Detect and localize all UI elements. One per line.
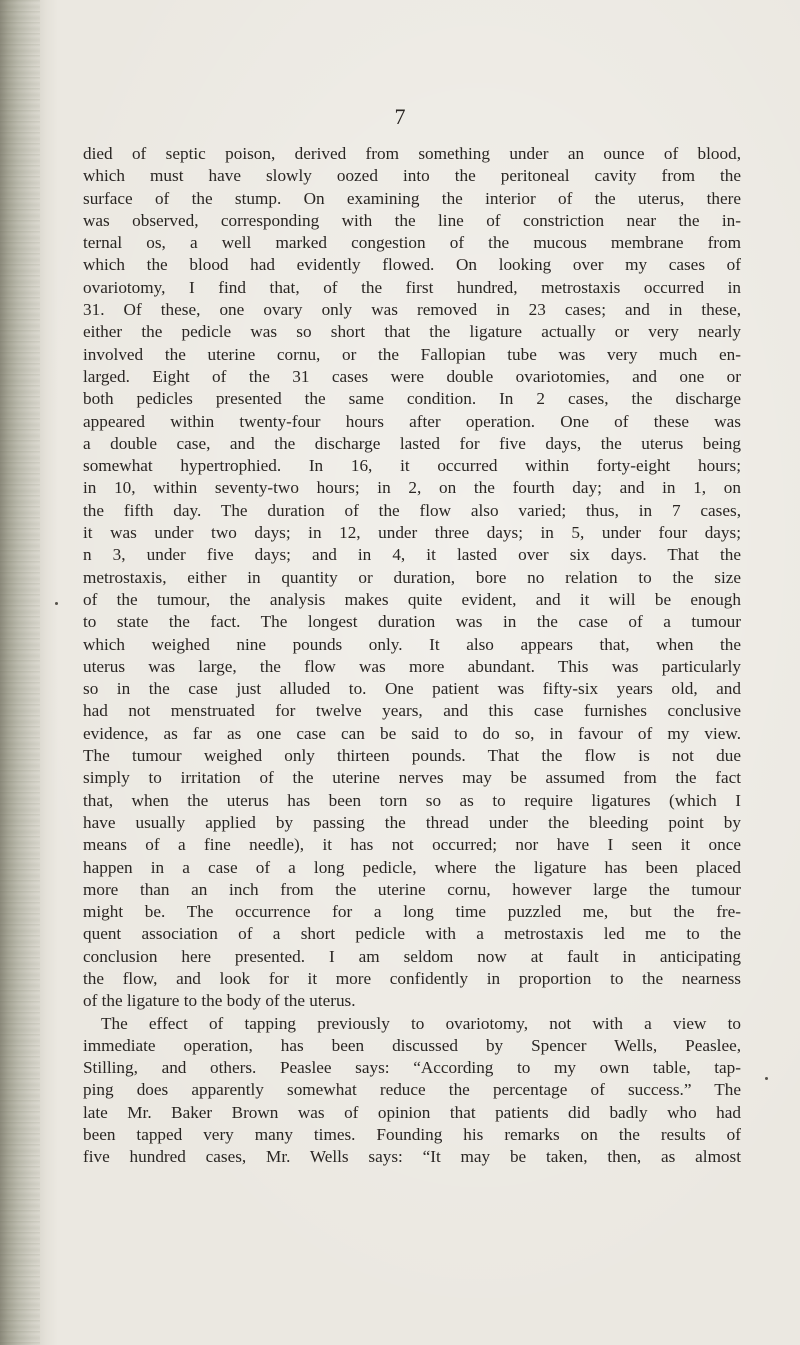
body-text	[83, 143, 741, 1169]
text-line: in 10, within seventy-two hours; in 2, on the fourth day; and in 1, on	[83, 478, 741, 498]
text-line: both pedicles presented the same condition. In 2 cases, the discharge	[83, 389, 741, 409]
text-line: might be. The occurrence for a long time puzzled me, but the fre-	[83, 902, 741, 922]
text-line: evidence, as far as one case can be said to do so, in favour of my view.	[83, 723, 741, 743]
text-line: larged. Eight of the 31 cases were double ovariotomies, and one or	[83, 366, 741, 386]
text-line: ternal os, a well marked congestion of the mucous membrane from	[83, 233, 741, 253]
text-line: died of septic poison, derived from something under an ounce of blood,	[83, 144, 741, 163]
text-line: a double case, and the discharge lasted for five days, the uterus being	[83, 433, 741, 453]
page-number: 7	[394, 104, 406, 129]
text-line: metrostaxis, either in quantity or duration, bore no relation to the size	[83, 567, 741, 587]
text-line: happen in a case of a long pedicle, where the ligature has been placed	[83, 857, 741, 877]
text-line: had not menstruated for twelve years, and this case furnishes conclusive	[83, 701, 741, 721]
text-line: immediate operation, has been discussed by Spencer Wells, Peaslee,	[83, 1035, 741, 1055]
text-line: quent association of a short pedicle with a metrostaxis led me to the	[83, 924, 741, 944]
text-line: have usually applied by passing the thread under the bleeding point by	[83, 812, 741, 832]
text-line: to state the fact. The longest duration was in the case of a tumour	[83, 612, 741, 632]
text-line: n 3, under five days; and in 4, it lasted over six days. That the	[83, 545, 741, 565]
text-line: which must have slowly oozed into the peritoneal cavity from the	[83, 166, 741, 186]
text-line: the flow, and look for it more confidently in proportion to the nearness	[83, 968, 741, 988]
text-line: somewhat hypertrophied. In 16, it occurred within forty-eight hours;	[83, 456, 741, 476]
binding-gutter-texture	[0, 0, 40, 1345]
text-line: late Mr. Baker Brown was of opinion that patients did badly who had	[83, 1102, 741, 1122]
text-line: appeared within twenty-four hours after operation. One of these was	[83, 411, 741, 431]
text-line: uterus was large, the flow was more abundant. This was particularly	[83, 656, 741, 676]
text-line: The tumour weighed only thirteen pounds. That the flow is not due	[83, 746, 741, 766]
text-line: which the blood had evidently flowed. On looking over my cases of	[83, 255, 741, 275]
text-line: means of a fine needle), it has not occurred; nor have I seen it once	[83, 835, 741, 855]
margin-speck	[765, 1077, 768, 1080]
margin-speck	[55, 602, 58, 605]
text-line: that, when the uterus has been torn so as to require ligatures (which I	[83, 790, 741, 810]
text-line: 31. Of these, one ovary only was removed in 23 cases; and in these,	[83, 300, 741, 320]
text-line: The effect of tapping previously to ovariotomy, not with a view to	[101, 1013, 741, 1033]
text-line: of the tumour, the analysis makes quite evident, and it will be enough	[83, 589, 741, 609]
text-line: involved the uterine cornu, or the Fallopian tube was very much en-	[83, 344, 741, 364]
text-line: of the ligature to the body of the uterus.	[83, 991, 356, 1011]
text-line: the fifth day. The duration of the flow also varied; thus, in 7 cases,	[83, 500, 741, 520]
text-line: ping does apparently somewhat reduce the percentage of success.” The	[83, 1080, 741, 1100]
text-line: it was under two days; in 12, under three days; in 5, under four days;	[83, 523, 741, 543]
text-line: more than an inch from the uterine cornu, however large the tumour	[83, 879, 741, 899]
text-line: Stilling, and others. Peaslee says: “According to my own table, tap-	[83, 1058, 741, 1078]
text-line: ovariotomy, I find that, of the first hundred, metrostaxis occurred in	[83, 277, 741, 297]
text-line: which weighed nine pounds only. It also appears that, when the	[83, 634, 741, 654]
text-line: simply to irritation of the uterine nerves may be assumed from the fact	[83, 768, 741, 788]
text-line: five hundred cases, Mr. Wells says: “It may be taken, then, as almost	[83, 1147, 741, 1167]
text-line: so in the case just alluded to. One patient was fifty-six years old, and	[83, 679, 741, 699]
text-line: conclusion here presented. I am seldom now at fault in anticipating	[83, 946, 741, 966]
text-line: surface of the stump. On examining the interior of the uterus, there	[83, 188, 741, 208]
text-line: either the pedicle was so short that the ligature actually or very nearly	[83, 322, 741, 342]
text-line: been tapped very many times. Founding his remarks on the results of	[83, 1125, 741, 1145]
text-line: was observed, corresponding with the line of constriction near the in-	[83, 210, 741, 230]
